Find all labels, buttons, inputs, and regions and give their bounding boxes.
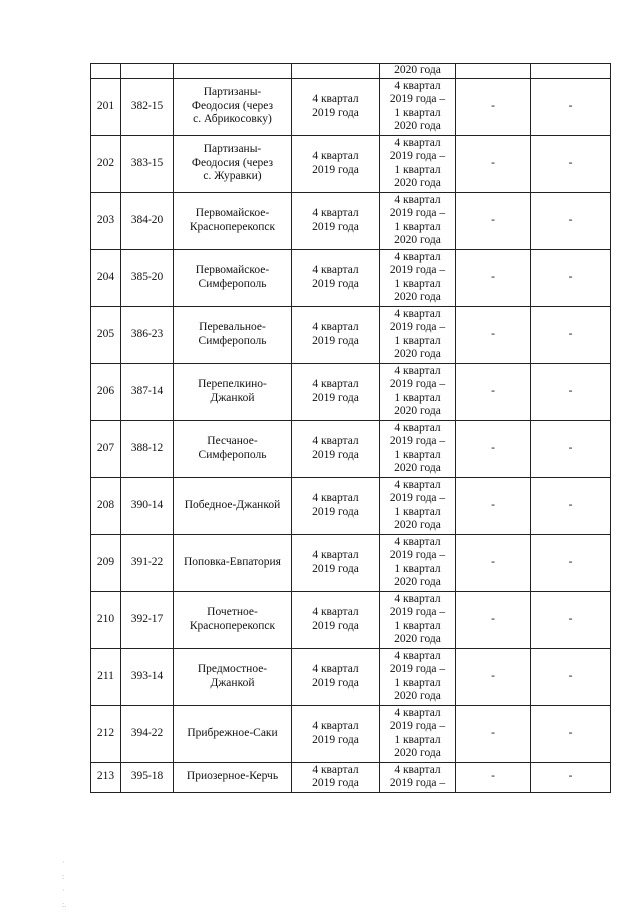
cell-col7 xyxy=(531,64,611,79)
cell-col7: - xyxy=(531,762,611,792)
cell-number: 209 xyxy=(91,534,121,591)
cell-col6: - xyxy=(456,249,531,306)
cell-col6: - xyxy=(456,762,531,792)
cell-term: 4 квартал 2019 года – 1 квартал 2020 года xyxy=(380,192,456,249)
cell-code: 386-23 xyxy=(121,306,174,363)
cell-col7: - xyxy=(531,534,611,591)
cell-code: 395-18 xyxy=(121,762,174,792)
cell-period: 4 квартал 2019 года xyxy=(292,534,380,591)
cell-number: 203 xyxy=(91,192,121,249)
cell-period: 4 квартал 2019 года xyxy=(292,705,380,762)
cell-number: 204 xyxy=(91,249,121,306)
continuation-row xyxy=(91,64,611,79)
cell-code: 394-22 xyxy=(121,705,174,762)
cell-period xyxy=(292,64,380,79)
cell-term: 4 квартал 2019 года – 1 квартал 2020 года xyxy=(380,648,456,705)
cell-period: 4 квартал 2019 года xyxy=(292,363,380,420)
scan-margin-marks: · : · :. xyxy=(62,858,67,909)
cell-code: 393-14 xyxy=(121,648,174,705)
cell-number: 208 xyxy=(91,477,121,534)
cell-number: 202 xyxy=(91,135,121,192)
cell-term: 4 квартал 2019 года – 1 квартал 2020 года xyxy=(380,306,456,363)
table-row xyxy=(91,249,611,306)
cell-code: 382-15 xyxy=(121,78,174,135)
cell-col6: - xyxy=(456,534,531,591)
table-row xyxy=(91,363,611,420)
table-row xyxy=(91,78,611,135)
cell-route: Перевальное- Симферополь xyxy=(174,306,292,363)
cell-code: 392-17 xyxy=(121,591,174,648)
cell-code: 387-14 xyxy=(121,363,174,420)
cell-code xyxy=(121,64,174,79)
cell-route: Первомайское- Симферополь xyxy=(174,249,292,306)
cell-col7: - xyxy=(531,78,611,135)
cell-col6: - xyxy=(456,135,531,192)
cell-term: 4 квартал 2019 года – 1 квартал 2020 года xyxy=(380,249,456,306)
cell-route: Песчаное- Симферополь xyxy=(174,420,292,477)
cell-period: 4 квартал 2019 года xyxy=(292,762,380,792)
cell-number: 211 xyxy=(91,648,121,705)
cell-code: 388-12 xyxy=(121,420,174,477)
cell-route: Прибрежное-Саки xyxy=(174,705,292,762)
cell-col7: - xyxy=(531,363,611,420)
cell-col7: - xyxy=(531,648,611,705)
cell-term: 2020 года xyxy=(380,64,456,79)
cell-col7: - xyxy=(531,420,611,477)
cell-term: 4 квартал 2019 года – 1 квартал 2020 года xyxy=(380,135,456,192)
table-row xyxy=(91,192,611,249)
cell-code: 391-22 xyxy=(121,534,174,591)
cell-period: 4 квартал 2019 года xyxy=(292,306,380,363)
routes-table-body xyxy=(91,64,611,793)
cell-term: 4 квартал 2019 года – 1 квартал 2020 года xyxy=(380,363,456,420)
cell-number: 205 xyxy=(91,306,121,363)
cell-period: 4 квартал 2019 года xyxy=(292,192,380,249)
cell-number: 210 xyxy=(91,591,121,648)
cell-col7: - xyxy=(531,249,611,306)
cell-code: 383-15 xyxy=(121,135,174,192)
cell-code: 390-14 xyxy=(121,477,174,534)
cell-route: Партизаны- Феодосия (через с. Журавки) xyxy=(174,135,292,192)
cell-col7: - xyxy=(531,705,611,762)
table-row xyxy=(91,705,611,762)
table-row xyxy=(91,135,611,192)
table-row xyxy=(91,762,611,792)
cell-number xyxy=(91,64,121,79)
cell-period: 4 квартал 2019 года xyxy=(292,420,380,477)
cell-col6: - xyxy=(456,477,531,534)
cell-period: 4 квартал 2019 года xyxy=(292,477,380,534)
cell-col7: - xyxy=(531,192,611,249)
cell-term: 4 квартал 2019 года – 1 квартал 2020 года xyxy=(380,477,456,534)
cell-col6: - xyxy=(456,306,531,363)
routes-table xyxy=(90,63,611,793)
table-row xyxy=(91,534,611,591)
table-row xyxy=(91,306,611,363)
cell-term: 4 квартал 2019 года – xyxy=(380,762,456,792)
cell-col6: - xyxy=(456,363,531,420)
cell-period: 4 квартал 2019 года xyxy=(292,249,380,306)
table-row xyxy=(91,420,611,477)
cell-term: 4 квартал 2019 года – 1 квартал 2020 года xyxy=(380,705,456,762)
cell-number: 207 xyxy=(91,420,121,477)
cell-route xyxy=(174,64,292,79)
cell-col7: - xyxy=(531,135,611,192)
table-row xyxy=(91,591,611,648)
cell-col7: - xyxy=(531,306,611,363)
cell-route: Победное-Джанкой xyxy=(174,477,292,534)
cell-number: 201 xyxy=(91,78,121,135)
cell-code: 385-20 xyxy=(121,249,174,306)
cell-period: 4 квартал 2019 года xyxy=(292,135,380,192)
table-row xyxy=(91,648,611,705)
cell-period: 4 квартал 2019 года xyxy=(292,78,380,135)
cell-number: 213 xyxy=(91,762,121,792)
cell-route: Приозерное-Керчь xyxy=(174,762,292,792)
cell-col7: - xyxy=(531,591,611,648)
cell-term: 4 квартал 2019 года – 1 квартал 2020 года xyxy=(380,534,456,591)
cell-col6: - xyxy=(456,705,531,762)
cell-route: Почетное- Красноперекопск xyxy=(174,591,292,648)
cell-col6 xyxy=(456,64,531,79)
cell-number: 206 xyxy=(91,363,121,420)
cell-col6: - xyxy=(456,420,531,477)
cell-col6: - xyxy=(456,591,531,648)
cell-route: Перепелкино- Джанкой xyxy=(174,363,292,420)
cell-period: 4 квартал 2019 года xyxy=(292,648,380,705)
cell-col7: - xyxy=(531,477,611,534)
cell-route: Предмостное- Джанкой xyxy=(174,648,292,705)
cell-term: 4 квартал 2019 года – 1 квартал 2020 года xyxy=(380,420,456,477)
cell-col6: - xyxy=(456,648,531,705)
table-row xyxy=(91,477,611,534)
cell-term: 4 квартал 2019 года – 1 квартал 2020 года xyxy=(380,78,456,135)
cell-term: 4 квартал 2019 года – 1 квартал 2020 года xyxy=(380,591,456,648)
cell-route: Первомайское- Красноперекопск xyxy=(174,192,292,249)
cell-period: 4 квартал 2019 года xyxy=(292,591,380,648)
cell-route: Поповка-Евпатория xyxy=(174,534,292,591)
cell-route: Партизаны- Феодосия (через с. Абрикосовку) xyxy=(174,78,292,135)
cell-col6: - xyxy=(456,78,531,135)
cell-number: 212 xyxy=(91,705,121,762)
cell-code: 384-20 xyxy=(121,192,174,249)
cell-col6: - xyxy=(456,192,531,249)
